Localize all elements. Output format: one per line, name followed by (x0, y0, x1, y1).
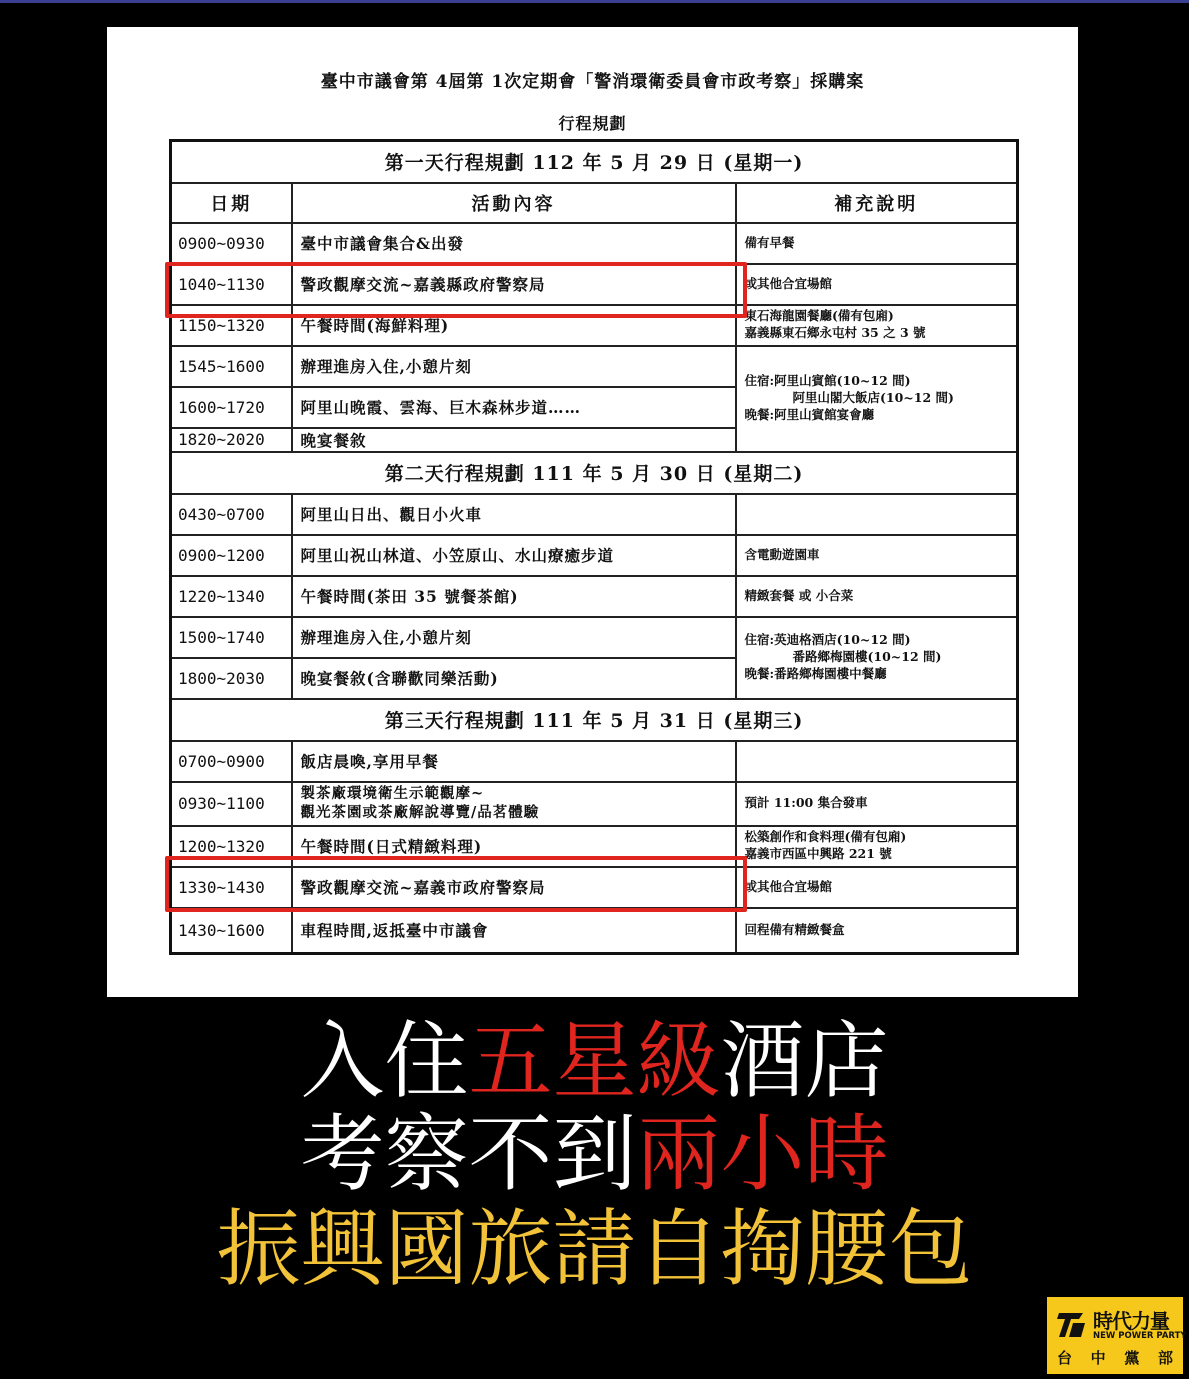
caption-line-3: 振興國旅請自掏腰包 (216, 1200, 973, 1298)
header-notes: 補充說明 (736, 183, 1018, 223)
row-activity: 飯店晨喚,享用早餐 (292, 741, 736, 782)
row-time: 0700~0900 (171, 741, 292, 782)
row-time: 1040~1130 (171, 264, 292, 305)
row-activity: 阿里山日出、觀日小火車 (292, 494, 736, 535)
row-time: 0900~0930 (171, 223, 292, 264)
row-time: 1820~2020 (171, 428, 292, 452)
top-border-line (0, 0, 1189, 3)
row-activity (292, 782, 736, 826)
party-emblem-icon (1057, 1307, 1087, 1341)
row-note (736, 741, 1018, 782)
table-row (171, 576, 1018, 617)
table-row (171, 494, 1018, 535)
row-time: 0900~1200 (171, 535, 292, 576)
row-activity: 警政觀摩交流~嘉義市政府警察局 (292, 867, 736, 908)
row-note: 預計 11:00 集合發車 (736, 782, 1018, 826)
row-note: 備有早餐 (736, 223, 1018, 264)
party-name: 時代力量 (1093, 1309, 1169, 1333)
note-line: 晚餐:番路鄉梅園樓中餐廳 (744, 665, 887, 681)
row-time: 1500~1740 (171, 617, 292, 658)
row-note: 回程備有精緻餐盒 (736, 908, 1018, 954)
note-line: 阿里山閣大飯店(10~12 間) (792, 390, 954, 406)
day-2-title-row (171, 452, 1018, 494)
branch-char: 中 (1090, 1349, 1106, 1367)
row-time: 1800~2030 (171, 658, 292, 699)
row-time: 1600~1720 (171, 387, 292, 428)
note-line: 番路鄉梅園樓(10~12 間) (792, 649, 942, 665)
day-1-lodging-note (736, 346, 1018, 452)
row-time: 1545~1600 (171, 346, 292, 387)
branch-char: 黨 (1124, 1349, 1140, 1367)
row-note (736, 305, 1018, 346)
day-2-lodging-note (736, 617, 1018, 699)
row-activity: 阿里山晚霞、雲海、巨木森林步道…… (292, 387, 736, 428)
caption-emphasis: 五星級 (468, 1012, 721, 1110)
row-note: 或其他合宜場館 (736, 867, 1018, 908)
caption-emphasis: 兩小時 (636, 1105, 889, 1203)
row-activity: 晚宴餐敘(含聯歡同樂活動) (292, 658, 736, 699)
table-row (171, 826, 1018, 867)
row-time: 0430~0700 (171, 494, 292, 535)
row-activity: 阿里山祝山林道、小笠原山、水山療癒步道 (292, 535, 736, 576)
note-line: 住宿:英迪格酒店(10~12 間) (744, 632, 911, 648)
day-3-title: 第三天行程規劃 111 年 5 月 31 日 (星期三) (171, 699, 1018, 741)
table-row (171, 264, 1018, 305)
table-row (171, 782, 1018, 826)
table-row (171, 867, 1018, 908)
table-row (171, 305, 1018, 346)
header-date: 日期 (171, 183, 292, 223)
caption-text: 入住 (300, 1012, 469, 1110)
note-line: 嘉義市西區中興路 221 號 (744, 846, 892, 861)
table-row (171, 617, 1018, 658)
row-note (736, 494, 1018, 535)
caption-text: 酒店 (720, 1012, 889, 1110)
branch-char: 台 (1057, 1349, 1073, 1367)
row-note: 含電動遊園車 (736, 535, 1018, 576)
row-activity: 臺中市議會集合&出發 (292, 223, 736, 264)
document-subtitle: 行程規劃 (558, 114, 627, 133)
day-3-title-row (171, 699, 1018, 741)
day-2-title: 第二天行程規劃 111 年 5 月 30 日 (星期二) (171, 452, 1018, 494)
row-activity: 午餐時間(海鮮料理) (292, 305, 736, 346)
note-line: 東石海龍園餐廳(備有包廂) (744, 308, 894, 324)
row-activity: 警政觀摩交流~嘉義縣政府警察局 (292, 264, 736, 305)
row-activity: 午餐時間(日式精緻料理) (292, 826, 736, 867)
caption-line-2 (0, 1105, 1189, 1203)
scanned-document (107, 27, 1078, 997)
row-activity: 辦理進房入住,小憩片刻 (292, 346, 736, 387)
party-logo (1047, 1297, 1187, 1374)
row-time: 1330~1430 (171, 867, 292, 908)
row-time: 1150~1320 (171, 305, 292, 346)
row-activity: 午餐時間(茶田 35 號餐茶館) (292, 576, 736, 617)
row-activity: 辦理進房入住,小憩片刻 (292, 617, 736, 658)
caption-text: 考察不到 (300, 1105, 637, 1203)
header-activity: 活動內容 (292, 183, 736, 223)
row-time: 1220~1340 (171, 576, 292, 617)
note-line: 嘉義縣東石鄉永屯村 35 之 3 號 (744, 325, 926, 340)
note-line: 住宿:阿里山賓館(10~12 間) (744, 373, 911, 389)
activity-line: 觀光茶園或茶廠解說導覽/品茗體驗 (300, 803, 540, 821)
row-activity: 車程時間,返抵臺中市議會 (292, 908, 736, 954)
row-time: 0930~1100 (171, 782, 292, 826)
document-title: 臺中市議會第 4屆第 1次定期會「警消環衛委員會市政考察」採購案 (320, 72, 865, 92)
table-row (171, 908, 1018, 954)
row-note (736, 826, 1018, 867)
caption-line-1 (0, 1012, 1189, 1110)
activity-line: 製茶廠環境衛生示範觀摩~ (300, 784, 485, 802)
note-line: 晚餐:阿里山賓館宴會廳 (744, 406, 875, 422)
header-row (171, 183, 1018, 223)
schedule-table (169, 139, 1019, 955)
party-branch (1057, 1347, 1173, 1368)
row-time: 1430~1600 (171, 908, 292, 954)
note-line: 松築創作和食料理(備有包廂) (744, 829, 907, 845)
branch-char: 部 (1157, 1349, 1173, 1367)
table-row (171, 346, 1018, 387)
row-note: 精緻套餐 或 小合菜 (736, 576, 1018, 617)
row-time: 1200~1320 (171, 826, 292, 867)
day-1-title-row (171, 141, 1018, 183)
row-activity: 晚宴餐敘 (292, 428, 736, 452)
row-note: 或其他合宜場館 (736, 264, 1018, 305)
table-row (171, 535, 1018, 576)
day-1-title: 第一天行程規劃 112 年 5 月 29 日 (星期一) (171, 141, 1018, 183)
table-row (171, 741, 1018, 782)
party-name-english: NEW POWER PARTY (1093, 1331, 1187, 1341)
table-row (171, 223, 1018, 264)
